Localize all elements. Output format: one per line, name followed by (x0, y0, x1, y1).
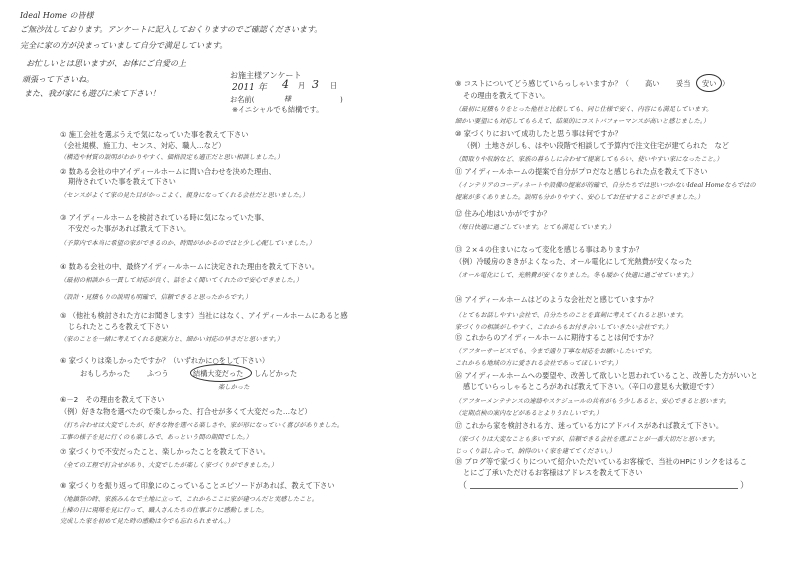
date-year: 2011 年 (232, 83, 267, 93)
date-day-unit: 日 (330, 81, 338, 90)
memo-line: ご無沙汰しております。アンケートに記入しておくりますのでご確認くださいます。 (20, 25, 323, 34)
option-interesting: おもしろかった (80, 369, 131, 378)
memo-line: 頑張って下さいね。 (22, 75, 94, 84)
answer-4-line2: （設計・見積もりの説明も明確で、信頼できると思ったからです。） (60, 294, 252, 301)
question-3b: 不安だった事があれば教えて下さい。 (68, 224, 191, 233)
option-reasonable: 妥当 (676, 79, 691, 88)
memo-line: Ideal Home の皆様 (20, 11, 94, 20)
option-tough: しんどかった (254, 369, 298, 378)
option-close: ） (722, 79, 730, 88)
option-cheap: 安い (702, 79, 717, 88)
option-normal: ふつう (147, 369, 169, 378)
answer-1: （構造や材質の説明がわかりやすく、価格設定も適正だと思い相談しました。） (60, 154, 284, 161)
question-12: ⑫ 住み心地はいかがですか？ (455, 209, 551, 218)
question-8: ⑧ 家づくりを振り返って印象にのこっていることエピソードがあれば、教えて下さい (60, 481, 335, 490)
question-3: ③ アイディールホームを検討されている時に気になっていた事、 (60, 213, 269, 222)
question-17: ⑰ これから家を検討される方、迷っている方にアドバイスがあれば教えて下さい。 (455, 421, 724, 430)
answer-17-line2: じっくり話し合って、納得のいく家を建ててください。） (455, 448, 616, 455)
question-9-sub: その理由を教えて下さい。 (463, 91, 550, 100)
question-1: ① 施工会社を選ぶうえで気になっていた事を教えて下さい (60, 130, 249, 139)
question-11: ⑪ アイディールホームの提案で自分がプロだなと感じられた点を教えて下さい (455, 167, 708, 176)
answer-16-line1: （アフターメンテナンスの連絡やスケジュールの共有がもう少しあると、安心できると思います。 (455, 398, 730, 405)
date-month-unit: 月 (298, 81, 306, 90)
question-2: ② 数ある会社の中アイディールホームに問い合わせを決めた理由、 (60, 167, 276, 176)
question-1-sub: （会社規模、施工力、センス、対応、職人…など） (60, 141, 226, 150)
memo-line: また、我が家にも遊びに来て下さい！ (24, 89, 160, 98)
answer-5: （家のことを一緒に考えてくれる提案力と、細かい対応の早さだと思います。） (60, 336, 284, 343)
initial-note: ※イニシャルでも結構です。 (232, 105, 324, 114)
name-label: お名前( (230, 95, 255, 104)
answer-14-line2: 家づくりの相談がしやすく、これからもお付き合いしていきたい会社です。） (455, 324, 672, 331)
question-4: ④ 数ある会社の中、最終アイディールホームに決定された理由を教えて下さい。 (60, 262, 319, 271)
question-10-sub: （例）土地さがしも、はやい段階で相談して予算内で注文住宅が建てられた など (463, 141, 729, 150)
question-9: ⑨ コストについてどう感じていらっしゃいますか？（ (455, 79, 629, 88)
survey-title: お施主様アンケート (230, 71, 302, 80)
answer-2: （センスがよくて家の見た目がかっこよく、親身になってくれる会社だと思いました。） (60, 192, 309, 199)
question-6: ⑥ 家づくりは楽しかったですか？（いずれかに○をして下さい） (60, 356, 270, 365)
blog-close-paren: ） (740, 481, 750, 491)
answer-9-line1: （最初に見積もりをとった他社と比較しても、同じ仕様で安く、内容にも満足しています。 (455, 106, 713, 113)
option-high: 高い (645, 79, 660, 88)
answer-9-line2: 細かい要望にも対応してもらえて、結果的にコストパフォーマンスが高いと感じました。） (455, 118, 710, 125)
answer-16-line2: （定期点検の案内などがあるとよりうれしいです。） (455, 410, 603, 417)
answer-17-line1: （家づくりは大変なことも多いですが、信頼できる会社を選ぶことが一番大切だと思います。 (455, 436, 719, 443)
memo-line: 完全に家の方が決まっていまして自分で満足しています。 (20, 41, 228, 50)
answer-12: （毎日快適に過ごしています。とても満足しています。） (455, 224, 615, 231)
question-16b: 感じていらっしゃるところがあれば教えて下さい。（辛口の意見も大歓迎です） (463, 382, 719, 391)
answer-15-line1: （アフターサービスでも、今まで通り丁寧な対応をお願いしたいです。 (455, 348, 656, 355)
blog-open-paren: （ (458, 481, 468, 491)
question-18b: とにご了承いただけるお客様はアドレスを教えて下さい (463, 468, 643, 477)
answer-4-line1: （最初の相談から一貫して対応が良く、話をよく聞いてくれたので安心できました。） (60, 277, 303, 284)
answer-6-2-line2: 工事の様子を見に行くのも楽しみで、あっという間の期間でした。） (60, 434, 252, 441)
selected-cost-circle (696, 74, 722, 92)
question-15: ⑮ これからのアイディールホームに期待することは何ですか？ (455, 333, 658, 342)
answer-13: （オール電化にして、光熱費が安くなりました。冬も暖かく快適に過ごせています。） (455, 272, 697, 279)
name-value: 様 (284, 95, 291, 103)
question-5: ⑤ （他社も検討された方にお聞きします）当社にはなく、アイディールホームにあると感 (60, 311, 348, 320)
answer-6-2-line1: （打ち合わせは大変でしたが、好きな物を選べる楽しさや、家が形になっていく喜びがありました。 (60, 422, 344, 429)
blog-address-field[interactable] (470, 488, 738, 489)
question-13: ⑬ ２×４の住まいになって変化を感じる事はありますか？ (455, 245, 643, 254)
date-day: 3 (312, 78, 319, 91)
question-16: ⑯ アイディールホームへの要望や、改善して欲しいと思われていること、改善した方がいいと (455, 371, 758, 380)
answer-8-line3: 完成した家を初めて見た時の感動は今でも忘れられません。） (60, 518, 234, 525)
answer-11-line2: 提案が多くありました。説明も分かりやすく、安心してお任せすることができました。） (455, 194, 704, 201)
answer-15-line2: これからも地域の方に愛される会社であってほしいです。） (455, 360, 622, 367)
answer-3: （予算内で本当に希望の家ができるのか、時間がかかるのではと少し心配していました。） (60, 240, 316, 247)
selected-option-circle (190, 364, 252, 382)
question-5b: じられたところを教えて下さい (68, 322, 169, 331)
question-18: ⑱ ブログ等で家づくりについて紹介いただいているお客様で、当社のHPにリンクをはるこ (455, 457, 747, 466)
question-10: ⑩ 家づくりにおいて成功したと思う事は何ですか？ (455, 129, 622, 138)
question-2b: 期待されていた事を教えて下さい (68, 177, 176, 186)
answer-14-line1: （とてもお話しやすい会社で、自分たちのことを真剣に考えてくれると思います。 (455, 312, 688, 319)
option-hard: 結構大変だった (193, 369, 244, 378)
answer-8-line1: （地鎮祭の時、家族みんなで土地に立って、これからここに家が建つんだと実感したこと。 (60, 496, 319, 503)
question-13-sub: （例）冷暖房のききがよくなった、オール電化にして光熱費が安くなった (455, 257, 693, 266)
answer-7: （全ての工程で打合せがあり、大変でしたが楽しく家づくりができました。） (60, 462, 278, 469)
question-7: ⑦ 家づくりで不安だったこと、楽しかったことを教えて下さい。 (60, 447, 270, 456)
question-6-2: ⑥－2 その理由を教えて下さい (60, 395, 165, 404)
name-suffix: ) (340, 95, 343, 104)
answer-11-line1: （インテリアのコーディネートや設備の提案が的確で、自分たちでは思いつかないIdeal Homeならではの (455, 182, 756, 189)
date-month: 4 (282, 78, 289, 91)
answer-10: （間取りや収納など、家族の暮らしに合わせて提案してもらい、使いやすい家になったこと。） (455, 156, 723, 163)
question-6-2-sub: （例）好きな物を選べたので楽しかった、打合せが多くて大変だった…など） (60, 407, 312, 416)
question-14: ⑭ アイディールホームはどのような会社だと感じていますか？ (455, 295, 658, 304)
memo-line: お忙しいとは思いますが、お体にご自愛の上 (26, 59, 186, 68)
answer-8-line2: 上棟の日に現場を見に行って、職人さんたちの仕事ぶりに感動しました。 (60, 507, 268, 514)
answer-6-note: 楽しかった (218, 384, 250, 391)
